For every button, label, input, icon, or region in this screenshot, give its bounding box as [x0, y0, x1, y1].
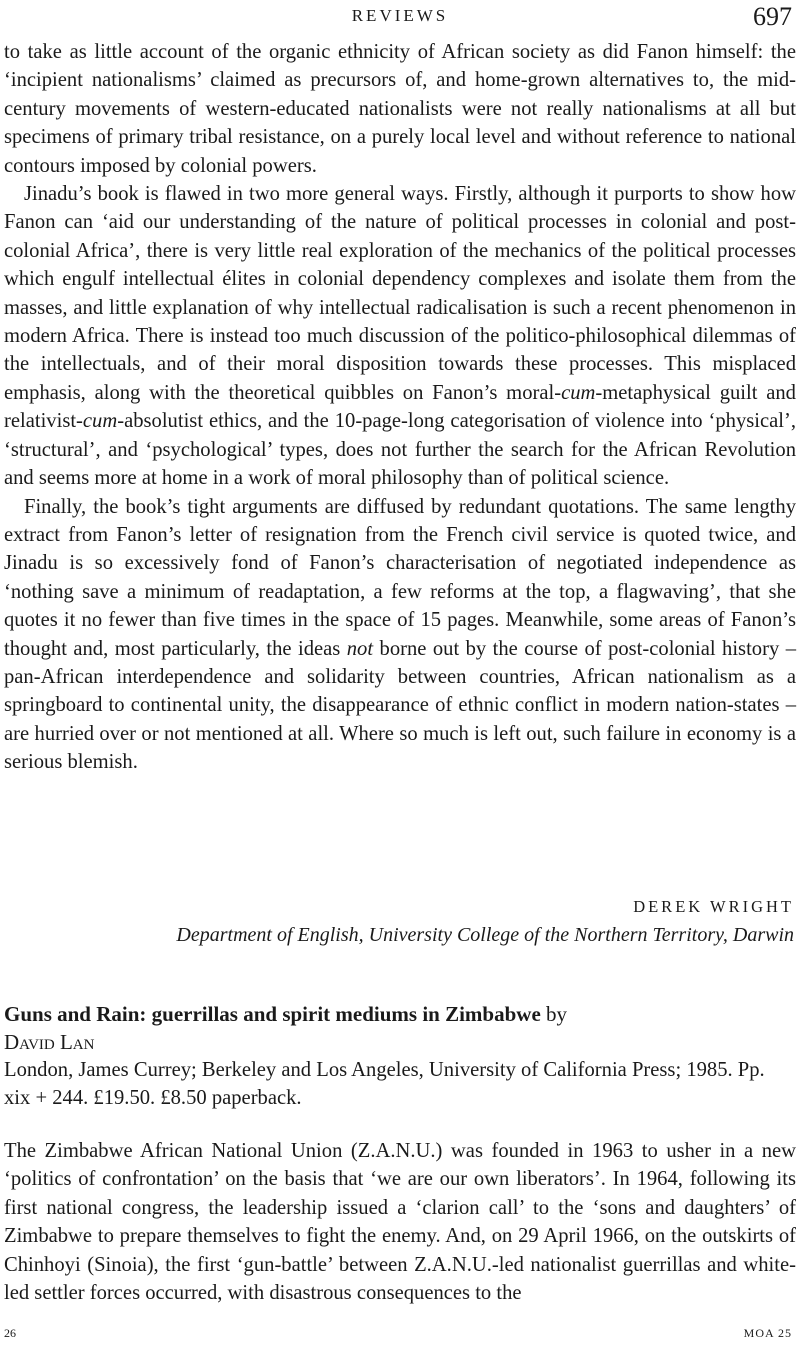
running-head	[0, 2, 800, 36]
page-footer	[0, 1322, 800, 1344]
book-publication-details: London, James Currey; Berkeley and Los Angeles, University of California Press; 1985. Pp. xix + 244. £19.50. £8.50 paperback.	[4, 1059, 765, 1110]
paragraph-2-text-b: -metaphysical guilt and relativist-	[4, 381, 796, 433]
book-title-line	[4, 1000, 796, 1028]
review-body	[4, 38, 796, 777]
page-number: 697	[753, 2, 792, 31]
book-heading	[4, 1000, 796, 1113]
book-title: Guns and Rain: guerrillas and spirit mediums in Zimbabwe	[4, 1002, 541, 1026]
running-title: REVIEWS	[351, 6, 449, 25]
review-2-body	[4, 1137, 796, 1307]
paragraph-3-text-a: Finally, the book’s tight arguments are diffused by redundant quotations. The same lengthy extract from Fanon’s letter of resignation from the French civil service is quoted twice, and Jinadu is so excessively fond of Fanon’s characterisation of negotiated independence as ‘nothing save a minimum of readaptation, a few reforms at the top, a flagwaving’, that she quotes it no fewer than five times in the space of 15 pages. Meanwhile, some areas of Fanon’s thought and, most particularly, the ideas	[4, 495, 796, 660]
reviewer-affiliation: Department of English, University College of the Northern Territory, Darwin	[176, 924, 794, 946]
review-paragraph-1: to take as little account of the organic ethnicity of African society as did Fanon himself: the ‘incipient nationalisms’ claimed as precursors of, and home-grown alternatives to, the mid-century movements of western-educated nationalists were not really nationalisms at all but specimens of primary tribal resistance, on a purely local level and without reference to national contours imposed by colonial powers.	[4, 41, 796, 177]
signature-mark-right: MOA 25	[743, 1326, 792, 1340]
book-author: David Lan	[4, 1030, 95, 1054]
paragraph-2-text-c: -absolutist ethics, and the 10-page-long categorisation of violence into ‘physical’, ‘structural’, and ‘psychological’ types, does not further the search for the African Revolution and seems more at home in a work of moral philosophy than of political science.	[4, 410, 796, 490]
not-italic: not	[346, 637, 374, 660]
cum-italic-2: cum	[82, 410, 118, 433]
paragraph-3-text-b: borne out by the course of post-colonial history – pan-African interdependence and solidarity between countries, African nationalism as a springboard to continental unity, the disappearance of ethnic conflict in modern nation-states – are hurried over or not mentioned at all. Where so much is left out, such failure in economy is a serious blemish.	[4, 637, 796, 774]
review-paragraph-2	[4, 180, 796, 492]
by-word: by	[540, 1002, 568, 1026]
cum-italic-1: cum	[561, 381, 596, 404]
signature-mark-left: 26	[4, 1326, 16, 1340]
review-paragraph-3	[4, 493, 796, 777]
reviewer-signature	[4, 894, 794, 950]
reviewer-name: DEREK WRIGHT	[633, 897, 794, 916]
paragraph-2-text-a: Jinadu’s book is flawed in two more general ways. Firstly, although it purports to show how Fanon can ‘aid our understanding of the nature of political processes in colonial and post-colonial Africa’, there is very little real exploration of the mechanics of the political processes which engulf intellectual élites in colonial dependency complexes and isolate them from the masses, and little explanation of why intellectual radicalisation is such a recent phenomenon in modern Africa. There is instead too much discussion of the politico-philosophical dilemmas of the intellectuals, and of their moral disposition towards these processes. This misplaced emphasis, along with the theoretical quibbles on Fanon’s moral-	[4, 183, 796, 404]
review-2-paragraph-1: The Zimbabwe African National Union (Z.A.N.U.) was founded in 1963 to usher in a new ‘politics of confrontation’ on the basis that ‘we are our own liberators’. In 1964, following its first national congress, the leadership issued a ‘clarion call’ to the ‘sons and daughters’ of Zimbabwe to prepare themselves to fight the enemy. And, on 29 April 1966, on the outskirts of Chinhoyi (Sinoia), the first ‘gun-battle’ between Z.A.N.U.-led nationalist guerrillas and white-led settler forces occurred, with disastrous consequences to the	[4, 1140, 796, 1305]
